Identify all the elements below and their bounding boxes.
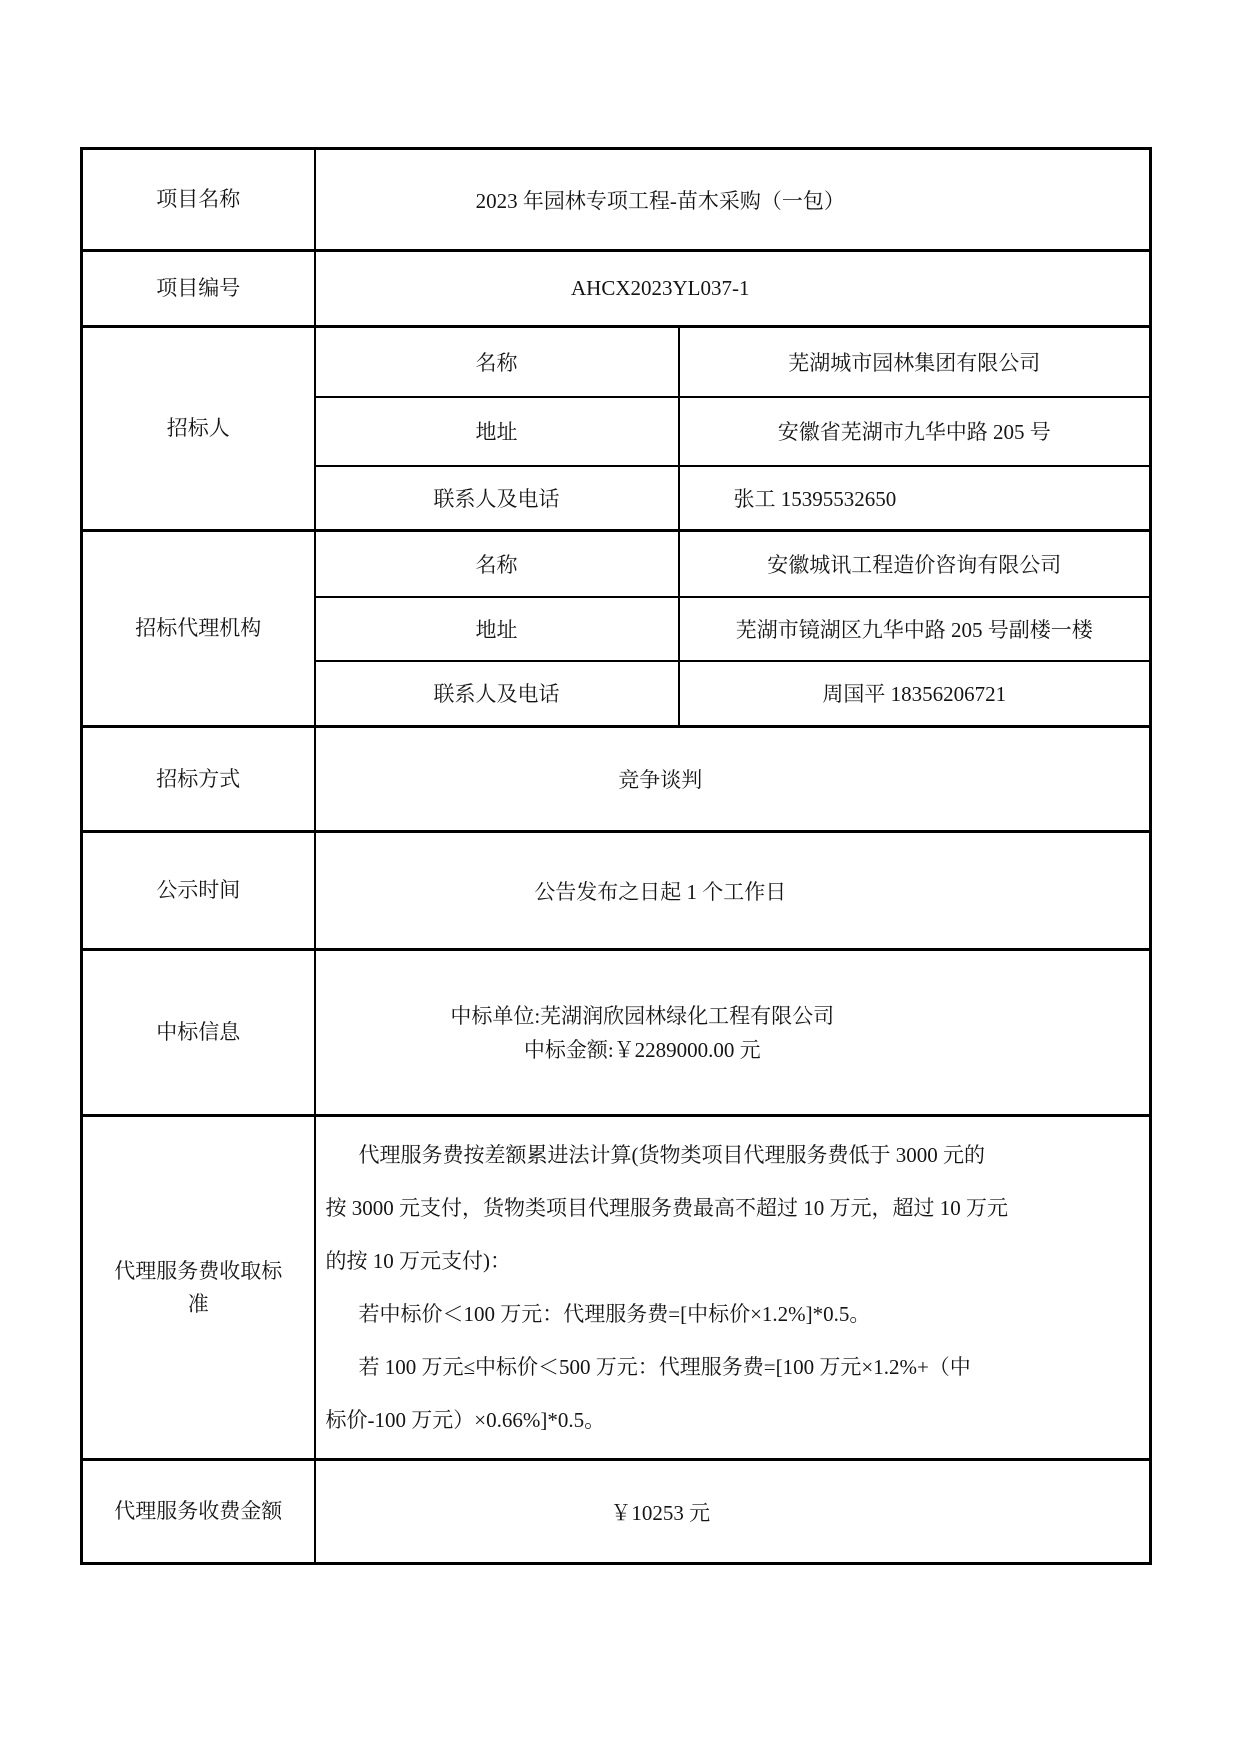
award-winner-line: 中标单位:芜湖润欣园林绿化工程有限公司 [450,1003,835,1028]
label-agency-fee-standard-text: 代理服务费收取标准 [114,1258,283,1316]
fee-standard-line-5: 若 100 万元≤中标价＜500 万元：代理服务费=[100 万元×1.2%+（中 [358,1354,971,1379]
agency-name-value: 安徽城讯工程造价咨询有限公司 [679,531,1151,597]
cell-agency-fee-standard-value [315,1116,1151,1460]
label-bid-method [82,727,315,832]
fee-standard-line-6: 标价-100 万元）×0.66%]*0.5。 [325,1407,606,1432]
fee-standard-line-3: 的按 10 万元支付)： [325,1248,511,1273]
publicity-period-value: 公告发布之日起 1 个工作日 [534,879,787,904]
label-tenderer-name: 名称 [315,327,679,397]
label-agency [82,531,315,727]
tenderer-address-value: 安徽省芜湖市九华中路 205 号 [679,397,1151,466]
label-award-info [82,950,315,1116]
agency-address-value: 芜湖市镜湖区九华中路 205 号副楼一楼 [679,597,1151,661]
tenderer-contact-value: 张工 15395532650 [679,466,1151,531]
label-agency-text: 招标代理机构 [135,616,262,641]
cell-bid-method-value [315,727,1151,832]
label-agency-name: 名称 [315,531,679,597]
cell-publicity-period-value [315,832,1151,950]
agency-fee-amount-value: ￥10253 元 [610,1500,711,1525]
award-amount-line: 中标金额:￥2289000.00 元 [523,1037,761,1062]
label-project-name [82,149,315,251]
label-project-number-text: 项目编号 [156,276,241,301]
cell-agency-fee-amount-value [315,1460,1151,1564]
label-agency-fee-amount [82,1460,315,1564]
label-tenderer [82,327,315,531]
label-tenderer-contact: 联系人及电话 [315,466,679,531]
award-info-block [450,999,834,1067]
bid-method-value: 竞争谈判 [618,768,703,792]
fee-standard-line-2: 按 3000 元支付，货物类项目代理服务费最高不超过 10 万元，超过 10 万元 [325,1195,1008,1220]
fee-standard-line-1: 代理服务费按差额累进法计算(货物类项目代理服务费低于 3000 元的 [358,1142,985,1167]
label-tenderer-address: 地址 [315,397,679,466]
label-publicity-period [82,832,315,950]
project-name-value: 2023 年园林专项工程-苗木采购（一包） [475,188,845,213]
cell-award-info-value [315,950,1151,1116]
cell-project-number-value [315,251,1151,327]
label-tenderer-text: 招标人 [166,416,230,441]
agency-contact-value: 周国平 18356206721 [679,661,1151,727]
label-agency-address: 地址 [315,597,679,661]
label-project-name-text: 项目名称 [156,187,241,212]
label-agency-fee-standard [82,1116,315,1460]
tenderer-name-value: 芜湖城市园林集团有限公司 [679,327,1151,397]
label-publicity-period-text: 公示时间 [156,878,241,903]
label-agency-contact: 联系人及电话 [315,661,679,727]
bid-announcement-table [80,147,1152,1565]
label-project-number [82,251,315,327]
cell-project-name-value [315,149,1151,251]
label-agency-fee-amount-text: 代理服务收费金额 [114,1499,283,1524]
project-number-value: AHCX2023YL037-1 [571,276,750,300]
fee-standard-line-4: 若中标价＜100 万元：代理服务费=[中标价×1.2%]*0.5。 [358,1301,871,1326]
label-bid-method-text: 招标方式 [156,766,241,791]
label-award-info-text: 中标信息 [156,1020,241,1045]
